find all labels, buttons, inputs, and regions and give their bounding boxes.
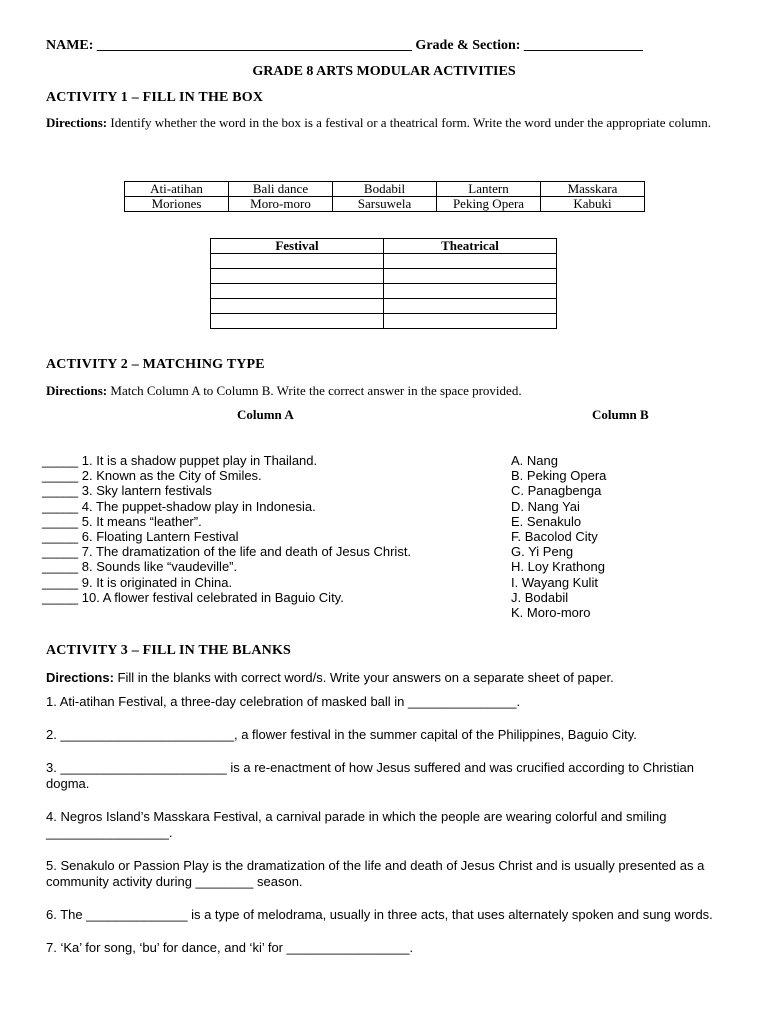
activity2-heading: ACTIVITY 2 – MATCHING TYPE [46, 357, 265, 372]
matching-option: A. Nang [511, 453, 558, 468]
answer-row [211, 284, 557, 299]
answer-row [211, 269, 557, 284]
festival-answer-cell[interactable] [211, 269, 384, 284]
fill-blank-item-2: 2. ________________________, a flower festival in the summer capital of the Philippines, Baguio City. [46, 727, 637, 742]
answer-row [211, 299, 557, 314]
theatrical-answer-cell[interactable] [384, 254, 557, 269]
festival-answer-cell[interactable] [211, 314, 384, 329]
matching-question: _____ 3. Sky lantern festivals [42, 483, 212, 499]
matching-option: F. Bacolod City [511, 529, 598, 545]
word-box-cell: Kabuki [541, 197, 645, 212]
matching-option: H. Loy Krathong [511, 559, 605, 575]
column-b-list [511, 453, 606, 620]
activity2-directions-label: Directions: [46, 383, 108, 398]
column-a-list [42, 453, 411, 605]
theatrical-answer-cell[interactable] [384, 314, 557, 329]
activity1-directions [46, 114, 726, 131]
activity3-directions [46, 669, 726, 686]
matching-question: _____ 1. It is a shadow puppet play in Thailand. [42, 453, 318, 468]
fill-blank-item-3: 3. _______________________ is a re-enactment of how Jesus suffered and was crucified according to Christian dogma. [46, 760, 695, 791]
matching-question: _____ 9. It is originated in China. [42, 574, 233, 590]
column-a-label: Column A [237, 407, 294, 422]
activity1-heading: ACTIVITY 1 – FILL IN THE BOX [46, 90, 264, 105]
matching-question: _____ 8. Sounds like “vaudeville”. [42, 559, 238, 575]
matching-question: _____ 10. A flower festival celebrated in Baguio City. [42, 589, 344, 605]
fill-blank-item-5: 5. Senakulo or Passion Play is the dramatization of the life and death of Jesus Christ and is usually presented as a community activity during ________ season. [46, 858, 705, 889]
festival-answer-cell[interactable] [211, 284, 384, 299]
name-grade-line: NAME: _____________________________________________ Grade & Section: _________________ [46, 38, 643, 53]
matching-question: _____ 6. Floating Lantern Festival [42, 529, 239, 545]
answer-row [211, 254, 557, 269]
festival-theatrical-table [210, 238, 557, 329]
column-b-label: Column B [592, 407, 649, 422]
activity2-directions-text: Match Column A to Column B. Write the correct answer in the space provided. [107, 383, 522, 398]
matching-question: _____ 5. It means “leather”. [42, 513, 202, 529]
matching-option: G. Yi Peng [511, 544, 574, 560]
matching-option: K. Moro-moro [511, 605, 591, 621]
answer-row [211, 314, 557, 329]
theatrical-answer-cell[interactable] [384, 284, 557, 299]
theatrical-answer-cell[interactable] [384, 299, 557, 314]
matching-option: E. Senakulo [511, 513, 582, 529]
matching-question: _____ 2. Known as the City of Smiles. [42, 468, 262, 484]
fill-blank-item-1: 1. Ati-atihan Festival, a three-day celebration of masked ball in _______________. [46, 694, 521, 709]
matching-option: I. Wayang Kulit [511, 574, 598, 590]
matching-option: B. Peking Opera [511, 468, 607, 484]
matching-question: _____ 4. The puppet-shadow play in Indonesia. [42, 498, 316, 514]
activity2-directions [46, 382, 726, 399]
word-box-cell: Sarsuwela [333, 197, 437, 212]
activity1-directions-text: Identify whether the word in the box is a festival or a theatrical form. Write the word under the appropriate column. [107, 115, 712, 130]
fill-blank-item-4: 4. Negros Island’s Masskara Festival, a carnival parade in which the people are wearing colorful and smiling _________________. [46, 809, 667, 840]
word-box-cell: Moriones [125, 197, 229, 212]
word-box-cell: Moro-moro [229, 197, 333, 212]
theatrical-column-header: Theatrical [384, 239, 557, 254]
festival-answer-cell[interactable] [211, 299, 384, 314]
matching-option: C. Panagbenga [511, 483, 602, 499]
activity3-directions-text: Fill in the blanks with correct word/s. Write your answers on a separate sheet of paper. [113, 670, 614, 685]
theatrical-answer-cell[interactable] [384, 269, 557, 284]
word-box-row [125, 182, 645, 197]
fill-blank-item-6: 6. The ______________ is a type of melodrama, usually in three acts, that uses alternately spoken and sung words. [46, 907, 713, 922]
activity1-directions-label: Directions: [46, 115, 108, 130]
matching-option: D. Nang Yai [511, 498, 580, 514]
word-box-cell: Peking Opera [437, 197, 541, 212]
word-box-cell: Bodabil [333, 182, 437, 197]
page-title: GRADE 8 ARTS MODULAR ACTIVITIES [252, 64, 516, 79]
word-box-cell: Bali dance [229, 182, 333, 197]
fill-blank-item-7: 7. ‘Ka’ for song, ‘bu’ for dance, and ‘ki’ for _________________. [46, 940, 414, 955]
word-box-cell: Lantern [437, 182, 541, 197]
matching-option: J. Bodabil [511, 589, 569, 605]
matching-question: _____ 7. The dramatization of the life and death of Jesus Christ. [42, 544, 412, 560]
word-box-row [125, 197, 645, 212]
word-box-cell: Ati-atihan [125, 182, 229, 197]
word-box-table [124, 181, 645, 212]
activity3-directions-label: Directions: [46, 670, 114, 685]
festival-column-header: Festival [211, 239, 384, 254]
answer-table-header [211, 239, 557, 254]
festival-answer-cell[interactable] [211, 254, 384, 269]
word-box-cell: Masskara [541, 182, 645, 197]
activity3-heading: ACTIVITY 3 – FILL IN THE BLANKS [46, 643, 292, 658]
